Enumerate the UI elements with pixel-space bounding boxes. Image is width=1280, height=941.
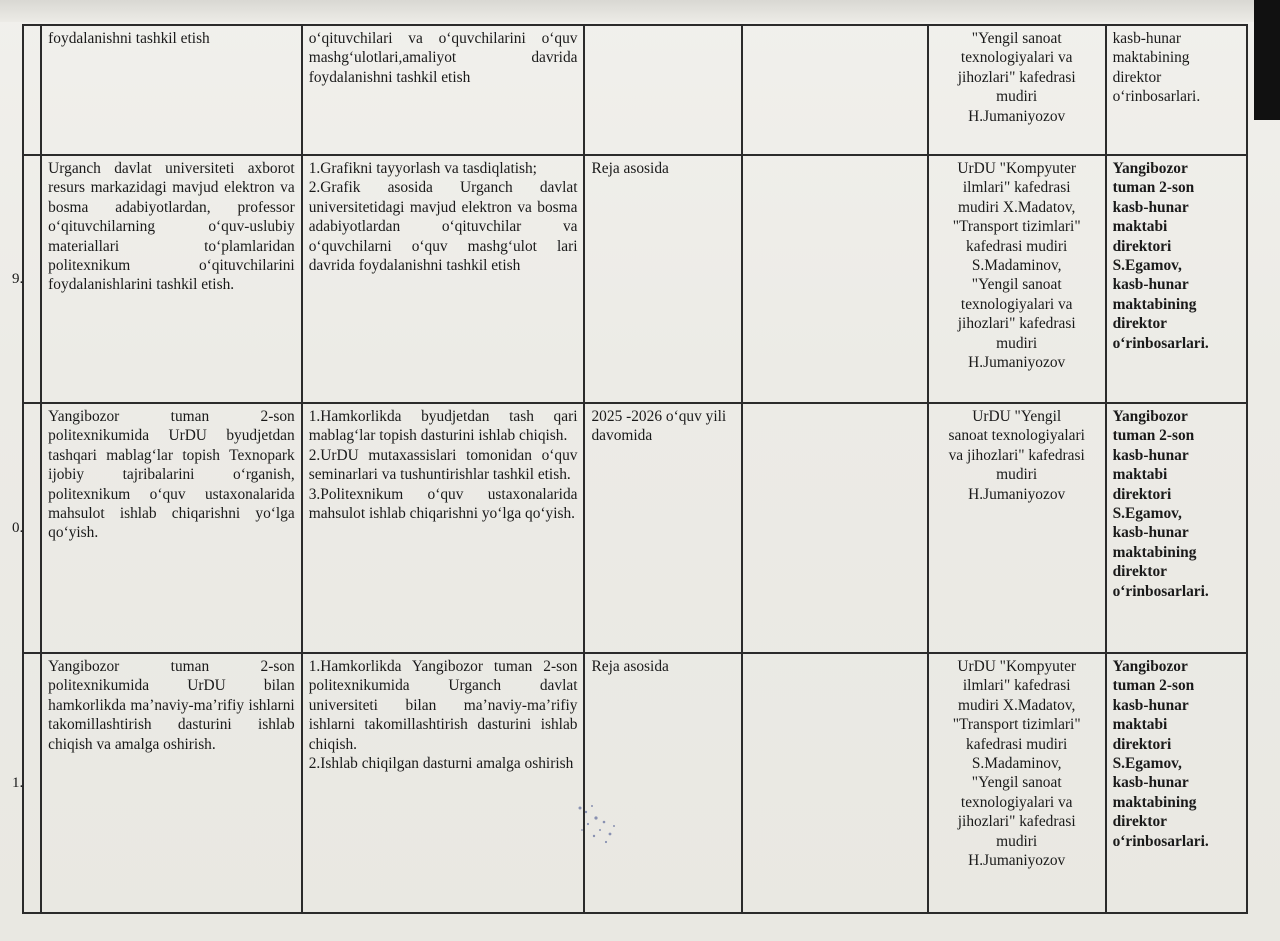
responsible-university-cell bbox=[928, 25, 1106, 155]
action-item: 2.Ishlab chiqilgan dasturni amalga oshirish bbox=[308, 755, 574, 773]
deadline-cell: Reja asosida bbox=[584, 653, 742, 913]
responsible-line: kasb-hunar bbox=[1112, 774, 1189, 792]
row-number: 1. bbox=[23, 653, 41, 913]
responsible-line: mudiri bbox=[996, 832, 1038, 850]
empty-cell bbox=[742, 403, 928, 653]
action-item: 1.Hamkorlikda byudjetdan tash qari mablag‘lar topish dasturini ishlab chiqish. bbox=[308, 408, 578, 445]
table-row bbox=[23, 653, 1247, 913]
responsible-line: o‘rinbosarlari. bbox=[1112, 334, 1209, 352]
responsible-line: kasb-hunar bbox=[1112, 524, 1189, 542]
responsible-line: H.Jumaniyozov bbox=[968, 107, 1066, 125]
empty-cell bbox=[742, 155, 928, 403]
responsible-line: "Yengil sanoat bbox=[971, 774, 1062, 792]
cooperation-plan-table bbox=[12, 24, 1248, 914]
actions-cell bbox=[302, 155, 585, 403]
responsible-line: H.Jumaniyozov bbox=[968, 485, 1066, 503]
responsible-line: kasb-hunar bbox=[1112, 276, 1189, 294]
actions-cell bbox=[302, 25, 585, 155]
responsible-line: maktabining bbox=[1112, 543, 1197, 561]
responsible-line: tuman 2-son bbox=[1112, 179, 1195, 197]
action-item: 3.Politexnikum o‘quv ustaxonalarida mahsulot ishlab chiqarishni yo‘lga qo‘yish. bbox=[308, 485, 578, 523]
responsible-line: direktor bbox=[1112, 315, 1167, 333]
action-item: 1.Hamkorlikda Yangibozor tuman 2-son politexnikumida Urganch davlat universiteti bilan ma’naviy-ma’rifiy ishlarni takomillashtirish dasturini ishlab chiqish. bbox=[308, 658, 578, 753]
table-row bbox=[23, 155, 1247, 403]
responsible-line: maktabi bbox=[1112, 218, 1168, 236]
responsible-line: o‘rinbosarlari. bbox=[1112, 832, 1209, 850]
responsible-college-cell bbox=[1106, 653, 1247, 913]
actions-cell bbox=[302, 403, 585, 653]
page-right-edge-shadow bbox=[1254, 0, 1280, 120]
responsible-line: H.Jumaniyozov bbox=[968, 852, 1066, 870]
responsible-line: S.Madaminov, bbox=[971, 257, 1062, 275]
responsible-line: texnologiyalari va bbox=[960, 49, 1073, 67]
responsible-line: jihozlari" kafedrasi bbox=[957, 813, 1076, 831]
row-number: 0. bbox=[23, 403, 41, 653]
responsible-line: maktabining bbox=[1112, 793, 1197, 811]
ink-stamp-mark bbox=[570, 800, 630, 850]
responsible-line: UrDU "Kompyuter bbox=[957, 658, 1077, 675]
responsible-university-cell bbox=[928, 403, 1106, 653]
responsible-line: Yangibozor bbox=[1112, 160, 1188, 177]
row-number: 9. bbox=[23, 155, 41, 403]
responsible-line: o‘rinbosarlari. bbox=[1112, 582, 1209, 600]
responsible-university-cell bbox=[928, 155, 1106, 403]
responsible-line: o‘rinbosarlari. bbox=[1112, 88, 1201, 106]
action-item: 2.UrDU mutaxassislari tomonidan o‘quv seminarlari va tushuntirishlar tashkil etish. bbox=[308, 446, 578, 484]
responsible-college-cell bbox=[1106, 403, 1247, 653]
responsible-line: mudiri bbox=[996, 466, 1038, 484]
page-top-edge bbox=[0, 0, 1280, 22]
responsible-line: "Yengil sanoat bbox=[971, 276, 1062, 294]
responsible-line: S.Madaminov, bbox=[971, 755, 1062, 773]
responsible-line: kafedrasi mudiri bbox=[966, 735, 1068, 753]
responsible-line: ilmlari" kafedrasi bbox=[962, 179, 1071, 197]
table-row bbox=[23, 403, 1247, 653]
responsible-line: kasb-hunar bbox=[1112, 30, 1181, 47]
responsible-line: H.Jumaniyozov bbox=[968, 354, 1066, 372]
responsible-line: maktabining bbox=[1112, 49, 1190, 67]
responsible-line: maktabining bbox=[1112, 295, 1197, 313]
responsible-line: kafedrasi mudiri bbox=[966, 237, 1068, 255]
deadline-cell bbox=[584, 25, 742, 155]
responsible-line: S.Egamov, bbox=[1112, 755, 1182, 773]
responsible-line: direktor bbox=[1112, 813, 1167, 831]
responsible-line: jihozlari" kafedrasi bbox=[957, 315, 1076, 333]
responsible-line: kasb-hunar bbox=[1112, 696, 1189, 714]
responsible-line: S.Egamov, bbox=[1112, 505, 1182, 523]
responsible-line: maktabi bbox=[1112, 466, 1168, 484]
responsible-line: direktori bbox=[1112, 485, 1172, 503]
responsible-line: Yangibozor bbox=[1112, 658, 1188, 675]
responsible-line: S.Egamov, bbox=[1112, 257, 1182, 275]
responsible-line: kasb-hunar bbox=[1112, 198, 1189, 216]
responsible-line: kasb-hunar bbox=[1112, 446, 1189, 464]
action-item: 1.Grafikni tayyorlash va tasdiqlatish; bbox=[308, 160, 537, 177]
responsible-university-cell bbox=[928, 653, 1106, 913]
responsible-college-cell bbox=[1106, 25, 1247, 155]
responsible-line: direktor bbox=[1112, 563, 1167, 581]
responsible-line: UrDU "Yengil bbox=[972, 408, 1062, 425]
action-item: o‘qituvchilari va o‘quvchilarini o‘quv mashg‘ulotlari,amaliyot davrida foydalanishni tashkil etish bbox=[308, 30, 578, 86]
responsible-line: sanoat texnologiyalari bbox=[948, 427, 1085, 445]
measure-cell: Urganch davlat universiteti axborot resurs markazidagi mavjud elektron va bosma adabiyotlardan, professor o‘qituvchilarning o‘quv-uslubiy materiallari to‘plamlaridan politexnikum o‘qituvchilarini foydalanishlarini tashkil etish. bbox=[41, 155, 302, 403]
responsible-line: mudiri X.Madatov, bbox=[957, 198, 1076, 216]
responsible-line: maktabi bbox=[1112, 716, 1168, 734]
table-row bbox=[23, 25, 1247, 155]
responsible-line: tuman 2-son bbox=[1112, 427, 1195, 445]
measure-cell: foydalanishni tashkil etish bbox=[41, 25, 302, 155]
action-item: 2.Grafik asosida Urganch davlat universitetidagi mavjud elektron va bosma adabiyotlardan o‘qituvchilar va o‘quvchilarni o‘quv mashg‘ulot lari davrida foydalanishni tashkil etish bbox=[308, 179, 578, 275]
row-number bbox=[23, 25, 41, 155]
deadline-cell: Reja asosida bbox=[584, 155, 742, 403]
responsible-line: "Transport tizimlari" bbox=[952, 716, 1081, 734]
empty-cell bbox=[742, 25, 928, 155]
measure-cell: Yangibozor tuman 2-son politexnikumida UrDU byudjetdan tashqari mablag‘lar topish Texnopark ijobiy tajribalarini o‘rganish, politexnikum o‘quv ustaxonalarida mahsulot ishlab chiqarishni yo‘lga qo‘yish. bbox=[41, 403, 302, 653]
responsible-line: "Transport tizimlari" bbox=[952, 218, 1081, 236]
actions-cell bbox=[302, 653, 585, 913]
responsible-line: direktor bbox=[1112, 68, 1162, 86]
responsible-line: jihozlari" kafedrasi bbox=[957, 68, 1076, 86]
responsible-line: tuman 2-son bbox=[1112, 677, 1195, 695]
responsible-line: texnologiyalari va bbox=[960, 295, 1073, 313]
responsible-line: UrDU "Kompyuter bbox=[957, 160, 1077, 177]
responsible-college-cell bbox=[1106, 155, 1247, 403]
responsible-line: direktori bbox=[1112, 735, 1172, 753]
measure-cell: Yangibozor tuman 2-son politexnikumida UrDU bilan hamkorlikda ma’naviy-ma’rifiy ishlarni takomillashtirish dasturini ishlab chiqish va amalga oshirish. bbox=[41, 653, 302, 913]
responsible-line: texnologiyalari va bbox=[960, 793, 1073, 811]
responsible-line: direktori bbox=[1112, 237, 1172, 255]
responsible-line: ilmlari" kafedrasi bbox=[962, 677, 1071, 695]
empty-cell bbox=[742, 653, 928, 913]
responsible-line: mudiri bbox=[996, 334, 1038, 352]
responsible-line: "Yengil sanoat bbox=[971, 30, 1062, 47]
responsible-line: mudiri bbox=[996, 88, 1038, 106]
responsible-line: va jihozlari" kafedrasi bbox=[948, 446, 1085, 464]
responsible-line: Yangibozor bbox=[1112, 408, 1188, 425]
deadline-cell: 2025 -2026 o‘quv yili davomida bbox=[584, 403, 742, 653]
responsible-line: mudiri X.Madatov, bbox=[957, 696, 1076, 714]
